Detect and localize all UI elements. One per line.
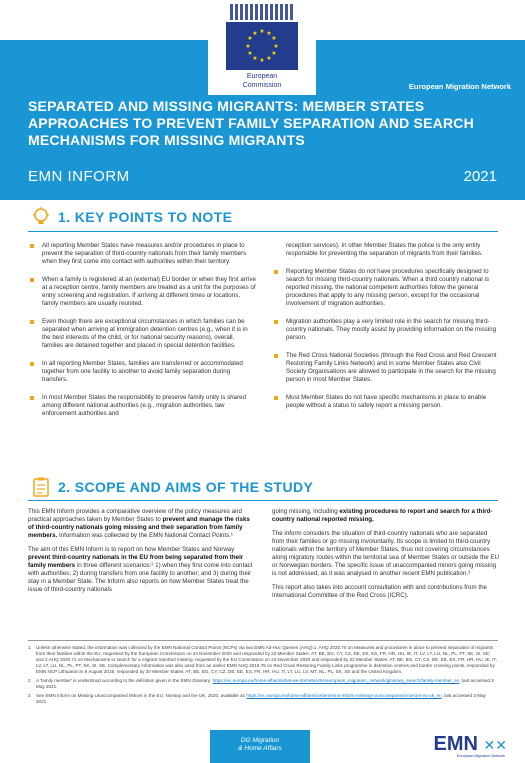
network-label: European Migration Network <box>408 82 511 91</box>
glossary-link[interactable]: https://ec.europa.eu/home-affairs/what-we-do/networks/european_migration_network/glossary_search/family-member_en <box>212 678 460 683</box>
scope-paragraph <box>272 508 500 524</box>
section1-divider <box>28 231 498 232</box>
section2-heading <box>28 477 498 499</box>
footnotes <box>28 645 498 708</box>
scope-emphasis: prevent and manage the risks of third-country nationals going missing and their separation from family members. <box>28 516 250 539</box>
footnote-2 <box>28 678 498 690</box>
key-points-right <box>272 242 500 420</box>
key-point: Reporting Member States do not have procedures specifically designed to search for missing third-country nationals. When a third country national is reported missing, the national competent authorities follow the general procedures that apply to any missing person, except for the occasional involvement of migration authorities. <box>272 268 500 308</box>
svg-text:★: ★ <box>252 55 258 62</box>
european-commission-logo <box>208 0 316 95</box>
scope-text: going missing, including <box>272 508 340 515</box>
footnote-3 <box>28 693 498 705</box>
svg-text:★: ★ <box>259 57 265 64</box>
key-point: Migration authorities play a very limited role in the search for missing third-country nationals. They mostly assist by providing information on the missing person. <box>272 318 500 342</box>
footnote-1 <box>28 645 498 675</box>
svg-text:★: ★ <box>259 28 265 35</box>
svg-text:★: ★ <box>271 35 277 42</box>
scope-text: The aim of this EMN Inform is to report on how Member States and Norway <box>28 546 235 553</box>
scope-right <box>272 508 500 606</box>
checklist-icon <box>32 477 50 497</box>
section2-divider <box>28 500 498 501</box>
emn-stars-icon: ✕✕ <box>483 737 507 753</box>
scope-left <box>28 508 256 600</box>
emn-inform-link[interactable]: https://ec.europa.eu/home-affairs/content/emn-inform-missing-unaccompanied-minors-eu-uk_en <box>246 693 442 698</box>
scope-text: This EMN Inform provides a comparative overview of the policy measures and practical approaches taken by Member States to <box>28 508 242 523</box>
footnote-text: See EMN Inform on Missing Unaccompanied Minors in the EU, Norway and the UK, 2020, available at: <box>36 693 247 698</box>
scope-emphasis: existing procedures to report and search for a third-country national reported missing. <box>272 508 493 523</box>
emn-logo <box>434 733 507 756</box>
key-point-continuation: reception services). In other Member States the police is the only entity responsible for preventing the separation of migrants from their families. <box>286 242 483 257</box>
key-point: The Red Cross National Societies (through the Red Cross and Red Crescent Restoring Family Links Network) and in some Member States also Civil Society Organisations are allowed to participate in the search for the missing person in most Member States. <box>272 352 500 384</box>
dg-home-affairs-logo: DG Migration & Home Affairs <box>210 730 310 763</box>
footnote-text: , last accessed 3 May 2021. <box>36 693 486 704</box>
svg-text:★: ★ <box>247 35 253 42</box>
scope-paragraph <box>28 508 256 540</box>
scope-text: in three different scenarios:² 1) when they first come into contact with authorities; 2) during transfers from one facility to another; and 3) during their stay in a Member State. The Inform also reports on how Member States treat the issue of third-country nationals <box>28 562 253 593</box>
footnote-text: , last accessed 3 May 2021. <box>36 678 494 689</box>
scope-paragraph: The inform considers the situation of third-country nationals who are separated from their families or go missing involuntarily. Its scope is limited to third-country nationals within the territory of Member States, thus not covering circumstances along migratory routes within the territorial sea of Member States or outside the EU or Norwegian borders. The specific issue of unaccompanied minors going missing is not addressed, as it was analysed in another recent EMN publication.³ <box>272 530 499 577</box>
key-point: When a family is registered at an (external) EU border or when they first arrive at a reception centre, family members are treated as a unit for the purposes of entry screening and registration. If arriving at different times or locations, family members are usually reunited. <box>28 276 256 308</box>
scope-emphasis: prevent third-country nationals in the EU from being separated from their family members <box>28 554 244 569</box>
emn-subtitle: European Migration Network <box>456 754 505 758</box>
section1-heading <box>28 207 498 229</box>
svg-text:★: ★ <box>273 43 279 50</box>
eu-flag-icon <box>226 22 298 70</box>
footnote-text: Unless otherwise stated, the information was collected by the EMN National Contact Points (NCPs) via two EMN Ad-Hoc Queries (AHQ):1. AHQ 2020.70 on Measures and procedures in place to prevent separation of migrants from their families within the EU, requested by the European Commission on 24 November 2020 and responded by 22 Member States: AT, BE, BG, CY, CZ, DE, EE, ES, FR, HR, HU, IE, IT, LV, LT, LU, NL, PL, PT, SK, SI, SE; and 2.AHQ 2020.71 on Mechanisms to search for a migrant reported missing, requested by the EU Commission on 24 November 2020 and responded by 22 Member States: AT, BE, BG, CY, CZ, DE, EE, ES, FR, HR, HU, IE, IT, LV, LT, LU, NL, PL, PT, SK, SI, SE. Complementary information was also used from an earlier EMN AHQ 2019.78 on Red Cross Restoring Family Links programme in detention centres and border crossing points, responded by EMN NCP Lithuania on 9 August 2019, responded by 20 Member States: AT, BE, BG, CY, CZ, DE, EE, ES, FR, HR, HU, IT, LT, LU, LV, MT, NL, PL, SK, SE and the United Kingdom. <box>36 645 497 674</box>
year-label: 2021 <box>463 168 497 185</box>
section2-title: 2. SCOPE AND AIMS OF THE STUDY <box>58 479 314 495</box>
page-title: SEPARATED AND MISSING MIGRANTS: MEMBER STATES APPROACHES TO PREVENT FAMILY SEPARATION AND SEARCH MECHANISMS FOR MISSING MIGRANTS <box>28 98 474 148</box>
document-type: EMN INFORM <box>28 168 130 185</box>
key-point: In all reporting Member States, families are transferred or accommodated together from one facility to another to avoid family separation during transfers. <box>28 360 256 384</box>
svg-text:★: ★ <box>247 50 253 57</box>
section1-title: 1. KEY POINTS TO NOTE <box>58 209 233 225</box>
footnote-number: 1 <box>28 645 31 650</box>
footnote-divider <box>28 640 498 641</box>
commission-label: European Commission <box>242 73 282 89</box>
scope-paragraph <box>28 546 256 594</box>
svg-text:★: ★ <box>266 55 272 62</box>
scope-text: Information was collected by the EMN National Contact Points.¹ <box>57 532 233 539</box>
footnote-number: 3 <box>28 693 31 698</box>
svg-text:★: ★ <box>271 50 277 57</box>
svg-text:★: ★ <box>252 30 258 37</box>
key-point: Even though there are exceptional circumstances in which families can be separated when arriving at immigration detention centres (e.g., when it is in the best interests of the child, or for national security reasons), overall, families are detained together and placed in special detention facilities. <box>28 318 256 350</box>
footnote-text: A 'family member' is understood according to the definition given in the EMN Glossary: <box>36 678 213 683</box>
svg-text:★: ★ <box>266 30 272 37</box>
key-point: All reporting Member States have measures and/or procedures in place to prevent the separation of third-country nationals from their family members when they first come into contact with authorities within their territory. <box>28 242 256 266</box>
footnote-number: 2 <box>28 678 31 683</box>
lightbulb-icon <box>32 207 50 227</box>
key-points-left <box>28 242 256 428</box>
key-point: In most Member States the responsibility to preserve family unity is shared among different national authorities (e.g., migration authorities, law enforcement authorities and <box>28 394 256 418</box>
key-point: Most Member States do not have specific mechanisms in place to enable people without a status to safely report a missing person. <box>272 394 500 410</box>
emn-logo-text: EMN <box>433 733 478 755</box>
scope-paragraph: This report also takes into account consultation with and contributions from the International Committee of the Red Cross (ICRC). <box>272 584 487 599</box>
berlaymont-icon <box>230 4 294 20</box>
svg-text:★: ★ <box>245 43 251 50</box>
